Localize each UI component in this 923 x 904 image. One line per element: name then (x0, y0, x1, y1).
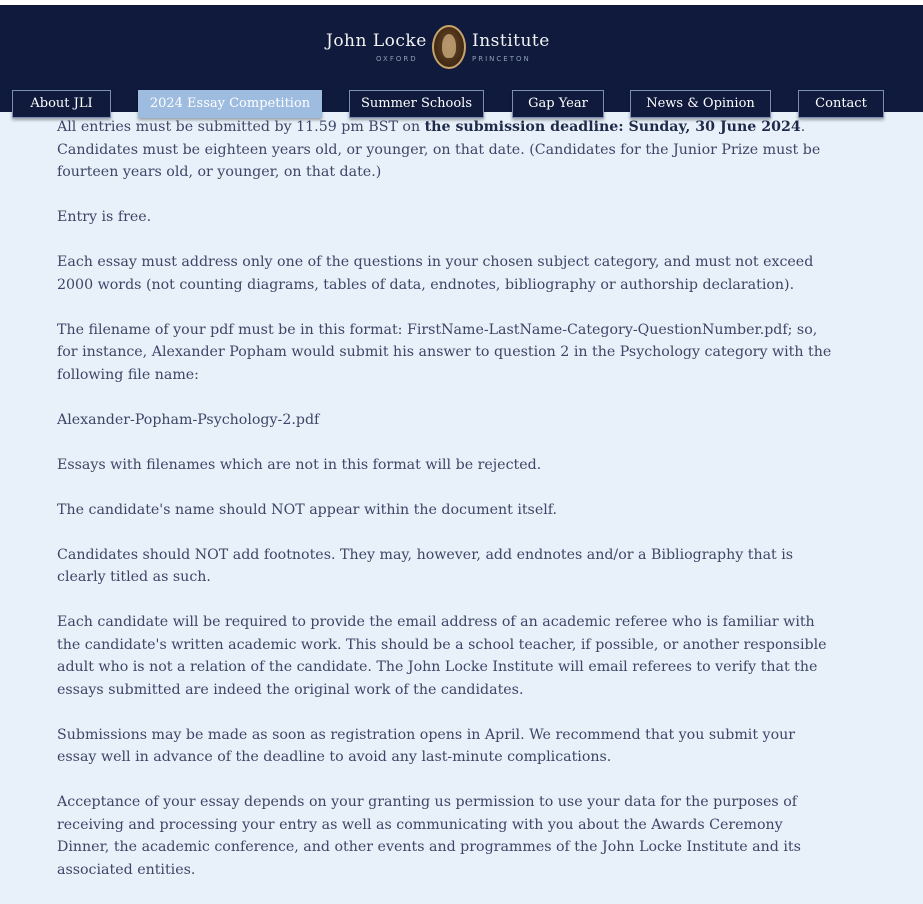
seal-icon (432, 25, 466, 69)
filename-format-paragraph: The filename of your pdf must be in this format: FirstName-LastName-Category-QuestionNumber.pdf; so, for instance, Alexander Popham would submit his answer to question 2 in the Psychology category with the following file name: (57, 321, 832, 383)
footnotes-paragraph: Candidates should NOT add footnotes. They may, however, add endnotes and/or a Bibliography that is clearly titled as such. (57, 546, 794, 585)
nav-about-jli[interactable]: About JLI (12, 90, 111, 118)
nav-summer-schools[interactable]: Summer Schools (349, 90, 484, 118)
seal-portrait (442, 34, 456, 58)
logo-subtext-right: PRINCETON (472, 55, 531, 63)
deadline-highlight: the submission deadline: Sunday, 30 June 2024 (424, 119, 801, 135)
nav-contact[interactable]: Contact (798, 90, 884, 118)
logo-subtext-left: OXFORD (376, 55, 418, 63)
word-limit-paragraph: Each essay must address only one of the questions in your chosen subject category, and must not exceed 2000 words (not counting diagrams, tables of data, endnotes, bibliography or authorship declaration). (57, 254, 814, 293)
main-content (57, 116, 837, 904)
logo-text-right: Institute (472, 31, 550, 51)
nav-essay-competition[interactable]: 2024 Essay Competition (138, 90, 322, 118)
referee-paragraph: Each candidate will be required to provide the email address of an academic referee who is familiar with the candidate's written academic work. This should be a school teacher, if possible, or another responsible adult who is not a relation of the candidate. The John Locke Institute will email referees to verify that the essays submitted are indeed the original work of the candidates. (57, 614, 827, 698)
nav-news-opinion[interactable]: News & Opinion (630, 90, 771, 118)
nav-gap-year[interactable]: Gap Year (512, 90, 604, 118)
rejection-paragraph: Essays with filenames which are not in this format will be rejected. (57, 456, 542, 473)
deadline-paragraph (57, 116, 837, 184)
deadline-rest: . Candidates must be eighteen years old, or younger, on that date. (Candidates for the Junior Prize must be fourteen years old, or younger, on that date.) (57, 119, 821, 180)
logo-text-left: John Locke (326, 31, 427, 51)
deadline-intro: All entries must be submitted by 11.59 pm BST on (57, 119, 425, 135)
site-logo[interactable] (326, 25, 566, 73)
anonymity-paragraph: The candidate's name should NOT appear within the document itself. (57, 501, 558, 518)
data-permission-paragraph: Acceptance of your essay depends on your granting us permission to use your data for the purposes of receiving and processing your entry as well as communicating with you about the Awards Ceremony Dinner, the academic conference, and other events and programmes of the John Locke Institute and its associated entities. (57, 794, 801, 878)
entry-fee-paragraph: Entry is free. (57, 209, 152, 225)
filename-example: Alexander-Popham-Psychology-2.pdf (57, 411, 320, 428)
submission-timing-paragraph: Submissions may be made as soon as registration opens in April. We recommend that you submit your essay well in advance of the deadline to avoid any last-minute complications. (57, 726, 796, 765)
